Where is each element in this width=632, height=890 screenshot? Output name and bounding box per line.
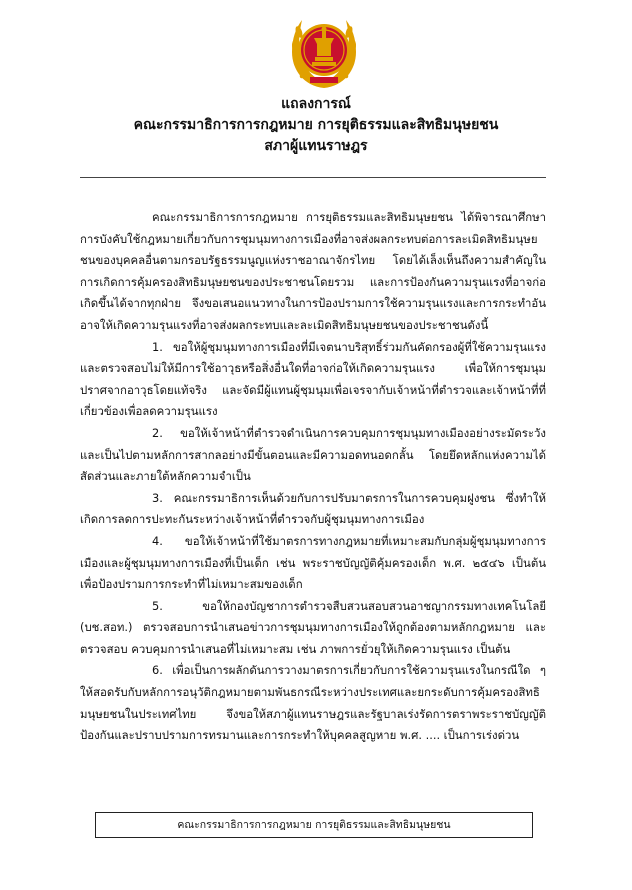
statement-body (80, 207, 546, 747)
document-title: แถลงการณ์ (281, 96, 351, 112)
header-divider (80, 177, 546, 178)
parliament-seal-icon (286, 8, 362, 92)
item-4: 4. ขอให้เจ้าหน้าที่ใช้มาตรการทางกฎหมายที่เหมาะสมกับกลุ่มผู้ชุมนุมทางการเมืองและผู้ชุมนุมทางการเมืองที่เป็นเด็ก เช่น พระราชบัญญัติคุ้มครองเด็ก พ.ศ. ๒๕๔๖ เป็นต้น เพื่อป้องปรามการกระทำที่ไม่เหมาะสมของเด็ก (80, 533, 546, 592)
document-title-block (0, 94, 632, 157)
house-name: สภาผู้แทนราษฎร (264, 138, 368, 154)
item-3: 3. คณะกรรมาธิการเห็นด้วยกับการปรับมาตรการในการควบคุมฝูงชน ซึ่งทำให้เกิดการลดการปะทะกันระหว่างเจ้าหน้าที่ตำรวจกับผู้ชุมนุมทางการเมือง (80, 490, 546, 527)
committee-name: คณะกรรมาธิการการกฎหมาย การยุติธรรมและสิทธิมนุษยชน (133, 117, 499, 133)
intro-paragraph: คณะกรรมาธิการการกฎหมาย การยุติธรรมและสิทธิมนุษยชน ได้พิจารณาศึกษาการบังคับใช้กฎหมายเกี่ยวกับการชุมนุมทางการเมืองที่อาจส่งผลกระทบต่อการละเมิดสิทธิมนุษยชนของบุคคลอื่นตามกรอบรัฐธรรมนูญแห่งราชอาณาจักรไทย โดยได้เล็งเห็นถึงความสำคัญในการเกิดการคุ้มครองสิทธิมนุษยชนของประชาชนโดยรวม และการป้องกันความรุนแรงที่อาจก่อเกิดขึ้นได้จากทุกฝ่าย จึงขอเสนอแนวทางในการป้องปรามการใช้ความรุนแรงและการกระทำอันอาจให้เกิดความรุนแรงที่อาจส่งผลกระทบและละเมิดสิทธิมนุษยชนของประชาชนดังนี้ (80, 210, 546, 332)
item-6: 6. เพื่อเป็นการผลักดันการวางมาตรการเกี่ยวกับการใช้ความรุนแรงในกรณีใด ๆ ให้สอดรับกับหลักการอนุวัติกฎหมายตามพันธกรณีระหว่างประเทศและยกระดับการคุ้มครองสิทธิมนุษยชนในประเทศไทย จึงขอให้สภาผู้แทนราษฎรและรัฐบาลเร่งรัดการตราพระราชบัญญัติป้องกันและปราบปรามการทรมานและการกระทำให้บุคคลสูญหาย พ.ศ. .... เป็นการเร่งด่วน (80, 663, 546, 743)
item-1: 1. ขอให้ผู้ชุมนุมทางการเมืองที่มีเจตนาบริสุทธิ์ร่วมกันคัดกรองผู้ที่ใช้ความรุนแรงและตรวจสอบไม่ให้มีการใช้อาวุธหรือสิ่งอื่นใดที่อาจก่อให้เกิดความรุนแรง เพื่อให้การชุมนุมปราศจากอาวุธโดยแท้จริง และจัดมีผู้แทนผู้ชุมนุมเพื่อเจรจากับเจ้าหน้าที่ตำรวจและเจ้าหน้าที่ที่เกี่ยวข้องเพื่อลดความรุนแรง (80, 339, 546, 419)
footer-text: คณะกรรมาธิการการกฎหมาย การยุติธรรมและสิทธิมนุษยชน (177, 819, 451, 831)
item-2: 2. ขอให้เจ้าหน้าที่ตำรวจดำเนินการควบคุมการชุมนุมทางเมืองอย่างระมัดระวังและเป็นไปตามหลักการสากลอย่างมีขั้นตอนและมีความอดทนอดกลั้น โดยยึดหลักแห่งความได้สัดส่วนและภายใต้หลักความจำเป็น (80, 425, 546, 484)
item-5: 5. ขอให้กองบัญชาการตำรวจสืบสวนสอบสวนอาชญากรรมทางเทคโนโลยี (บช.สอท.) ตรวจสอบการนำเสนอข่าวการชุมนุมทางการเมืองให้ถูกต้องตามหลักกฎหมาย และตรวจสอบ ควบคุมการนำเสนอที่ไม่เหมาะสม เช่น ภาพการยั่วยุให้เกิดความรุนแรง เป็นต้น (80, 598, 546, 656)
footer-box (95, 812, 533, 838)
